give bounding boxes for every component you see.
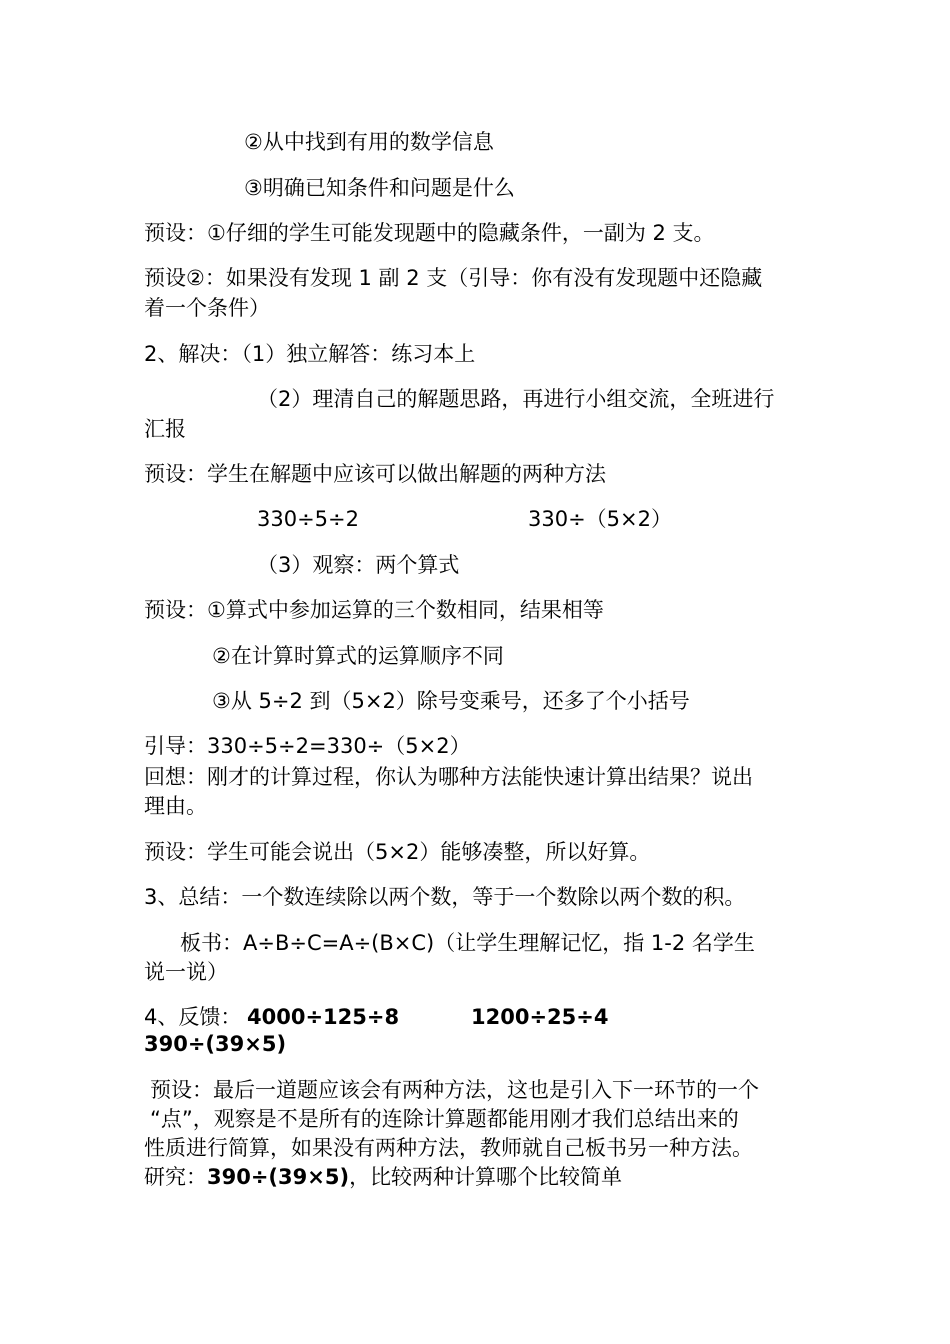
text-line: 预设：最后一道题应该会有两种方法，这也是引入下一环节的一个	[150, 1078, 759, 1102]
research-text: ，比较两种计算哪个比较简单	[349, 1165, 623, 1189]
text-line: 预设：学生在解题中应该可以做出解题的两种方法	[144, 462, 606, 486]
text-line: 2、解决：（1）独立解答：练习本上	[144, 342, 476, 366]
text-line: ③明确已知条件和问题是什么	[244, 176, 515, 200]
research-expression: 390÷(39×5)	[207, 1165, 350, 1189]
text-line: 汇报	[144, 417, 186, 441]
feedback-label: 4、反馈：	[144, 1005, 242, 1029]
text-line: （2）理清自己的解题思路，再进行小组交流，全班进行	[257, 387, 775, 411]
text-line: ③从 5÷2 到（5×2）除号变乘号，还多了个小括号	[212, 689, 690, 713]
text-line: “点”，观察是不是所有的连除计算题都能用刚才我们总结出来的	[150, 1107, 739, 1131]
text-line: 说一说）	[144, 960, 228, 984]
text-line: 着一个条件）	[144, 296, 270, 320]
research-line	[144, 1163, 622, 1191]
text-line: 预设：①算式中参加运算的三个数相同，结果相等	[144, 598, 604, 622]
feedback-expression-1: 4000÷125÷8	[247, 1005, 400, 1029]
text-line: 预设：①仔细的学生可能发现题中的隐藏条件，一副为 2 支。	[144, 221, 715, 245]
text-line: 板书：A÷B÷C=A÷(B×C)（让学生理解记忆，指 1-2 名学生	[180, 931, 755, 955]
research-label: 研究：	[144, 1165, 207, 1189]
text-line: 预设：学生可能会说出（5×2）能够凑整，所以好算。	[144, 840, 651, 864]
text-line: 回想：刚才的计算过程，你认为哪种方法能快速计算出结果？说出	[144, 765, 753, 789]
expression-left: 330÷5÷2	[257, 507, 359, 531]
text-line: 预设②：如果没有发现 1 副 2 支（引导：你有没有发现题中还隐藏	[144, 266, 763, 290]
text-line: 性质进行简算，如果没有两种方法，教师就自己板书另一种方法。	[144, 1136, 753, 1160]
text-line: ②在计算时算式的运算顺序不同	[212, 644, 504, 668]
expression-right: 330÷（5×2）	[528, 507, 672, 531]
text-line: 3、总结：一个数连续除以两个数，等于一个数除以两个数的积。	[144, 885, 746, 909]
feedback-expression-3: 390÷(39×5)	[144, 1032, 287, 1056]
text-line: 理由。	[144, 794, 207, 818]
text-line: （3）观察：两个算式	[257, 553, 460, 577]
feedback-expression-2: 1200÷25÷4	[471, 1005, 609, 1029]
text-line: ②从中找到有用的数学信息	[244, 130, 494, 154]
text-line: 引导：330÷5÷2=330÷（5×2）	[144, 734, 471, 758]
